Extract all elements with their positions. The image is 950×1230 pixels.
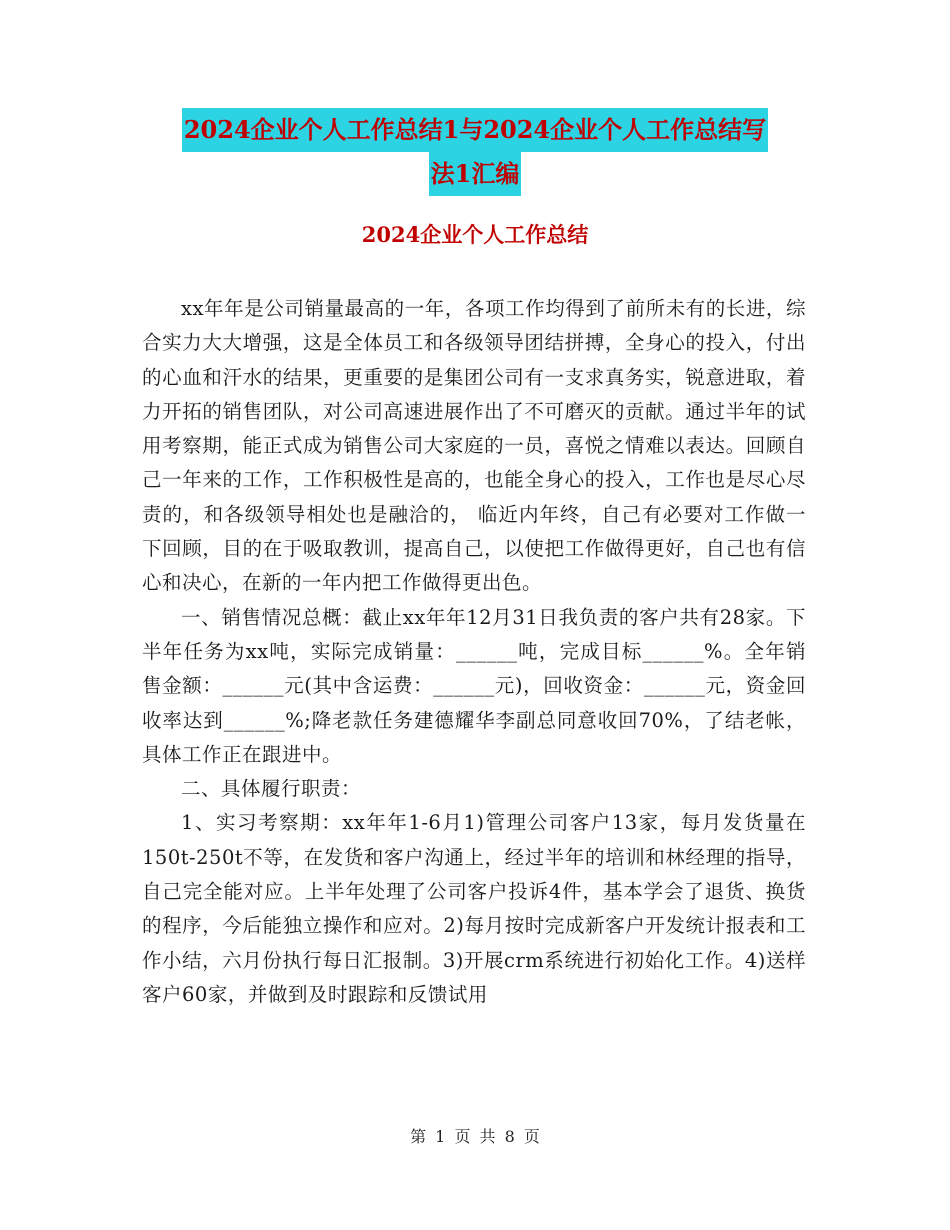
document-body bbox=[142, 292, 806, 1012]
page-footer: 第 1 页 共 8 页 bbox=[410, 1127, 540, 1146]
section-title: 2024企业个人工作总结 bbox=[361, 222, 589, 247]
document-title bbox=[0, 108, 950, 196]
paragraph: 1、实习考察期：xx年年1-6月1)管理公司客户13家，每月发货量在150t-250t不等，在发货和客户沟通上，经过半年的培训和林经理的指导，自己完全能对应。上半年处理了公司客户投诉4件，基本学会了退货、换货的程序，今后能独立操作和应对。2)每月按时完成新客户开发统计报表和工作小结，六月份执行每日汇报制。3)开展crm系统进行初始化工作。4)送样客户60家，并做到及时跟踪和反馈试用 bbox=[142, 811, 806, 1006]
paragraph: 一、销售情况总概：截止xx年年12月31日我负责的客户共有28家。下半年任务为xx吨，实际完成销量：______吨，完成目标______%。全年销售金额：______元(其中含运费：______元)，回收资金：______元，资金回收率达到______%;降老款任务建德耀华李副总同意收回70%，了结老帐，具体工作正在跟进中。 bbox=[142, 605, 806, 766]
document-title-line-2: 法1汇编 bbox=[429, 152, 522, 196]
document-title-line-1: 2024企业个人工作总结1与2024企业个人工作总结写 bbox=[182, 108, 768, 152]
paragraph: xx年年是公司销量最高的一年，各项工作均得到了前所未有的长进，综合实力大大增强，这是全体员工和各级领导团结拼搏，全身心的投入，付出的心血和汗水的结果，更重要的是集团公司有一支求真务实，锐意进取，着力开拓的销售团队，对公司高速进展作出了不可磨灭的贡献。通过半年的试用考察期，能正式成为销售公司大家庭的一员，喜悦之情难以表达。回顾自己一年来的工作，工作积极性是高的，也能全身心的投入，工作也是尽心尽责的，和各级领导相处也是融洽的， 临近内年终，自己有必要对工作做一下回顾，目的在于吸取教训，提高自己，以使把工作做得更好，自己也有信心和决心，在新的一年内把工作做得更出色。 bbox=[142, 297, 806, 595]
paragraph: 二、具体履行职责： bbox=[181, 777, 362, 801]
